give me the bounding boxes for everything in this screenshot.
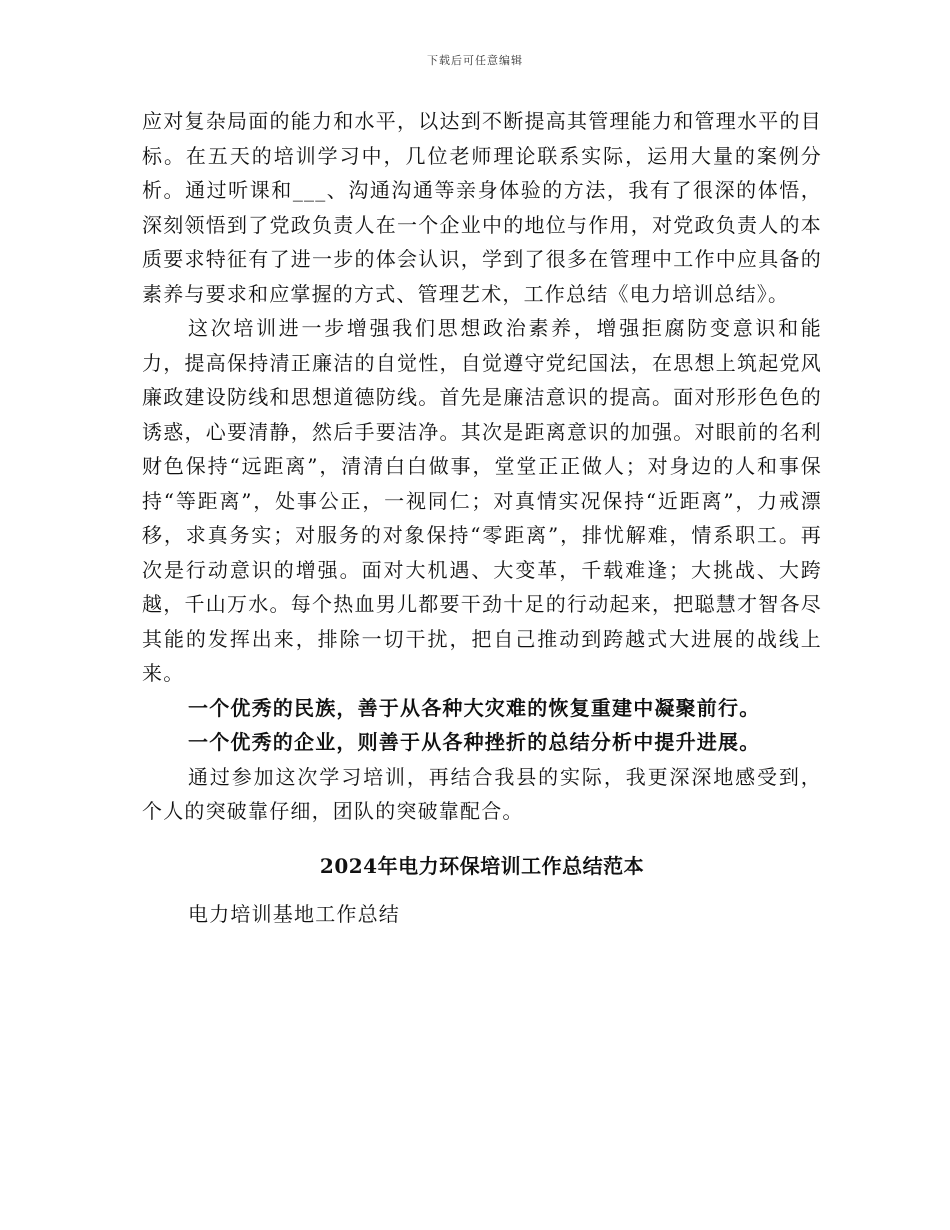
document-body (142, 104, 822, 932)
section-title: 2024年电力环保培训工作总结范本 (319, 853, 645, 878)
paragraph-4: 电力培训基地工作总结 (188, 902, 400, 926)
paragraph-3: 通过参加这次学习培训，再结合我县的实际，我更深深地感受到，个人的突破靠仔细，团队的突破靠配合。 (142, 764, 822, 823)
paragraph-1: 应对复杂局面的能力和水平，以达到不断提高其管理能力和管理水平的目标。在五天的培训学习中，几位老师理论联系实际，运用大量的案例分析。通过听课和___、沟通沟通等亲身体验的方法，我有了很深的体悟，深刻领悟到了党政负责人在一个企业中的地位与作用，对党政负责人的本质要求特征有了进一步的体会认识，学到了很多在管理中工作中应具备的素养与要求和应掌握的方式、管理艺术，工作总结《电力培训总结》。 (142, 109, 822, 306)
paragraph-2: 这次培训进一步增强我们思想政治素养，增强拒腐防变意识和能力，提高保持清正廉洁的自觉性，自觉遵守党纪国法，在思想上筑起党风廉政建设防线和思想道德防线。首先是廉洁意识的提高。面对形形色色的诱惑，心要清静，然后手要洁净。其次是距离意识的加强。对眼前的名利财色保持“远距离”，清清白白做事，堂堂正正做人；对身边的人和事保持“等距离”，处事公正，一视同仁；对真情实况保持“近距离”，力戒漂移，求真务实；对服务的对象保持“零距离”，排忧解难，情系职工。再次是行动意识的增强。面对大机遇、大变革，千载难逢；大挑战、大跨越，千山万水。每个热血男儿都要干劲十足的行动起来，把聪慧才智各尽其能的发挥出来，排除一切干扰，把自己推动到跨越式大进展的战线上来。 (142, 316, 822, 685)
bold-statement-1: 一个优秀的民族，善于从各种大灾难的恢复重建中凝聚前行。 (188, 695, 761, 720)
page-header: 下载后可任意编辑 (427, 54, 523, 67)
bold-statement-2: 一个优秀的企业，则善于从各种挫折的总结分析中提升进展。 (188, 730, 761, 754)
